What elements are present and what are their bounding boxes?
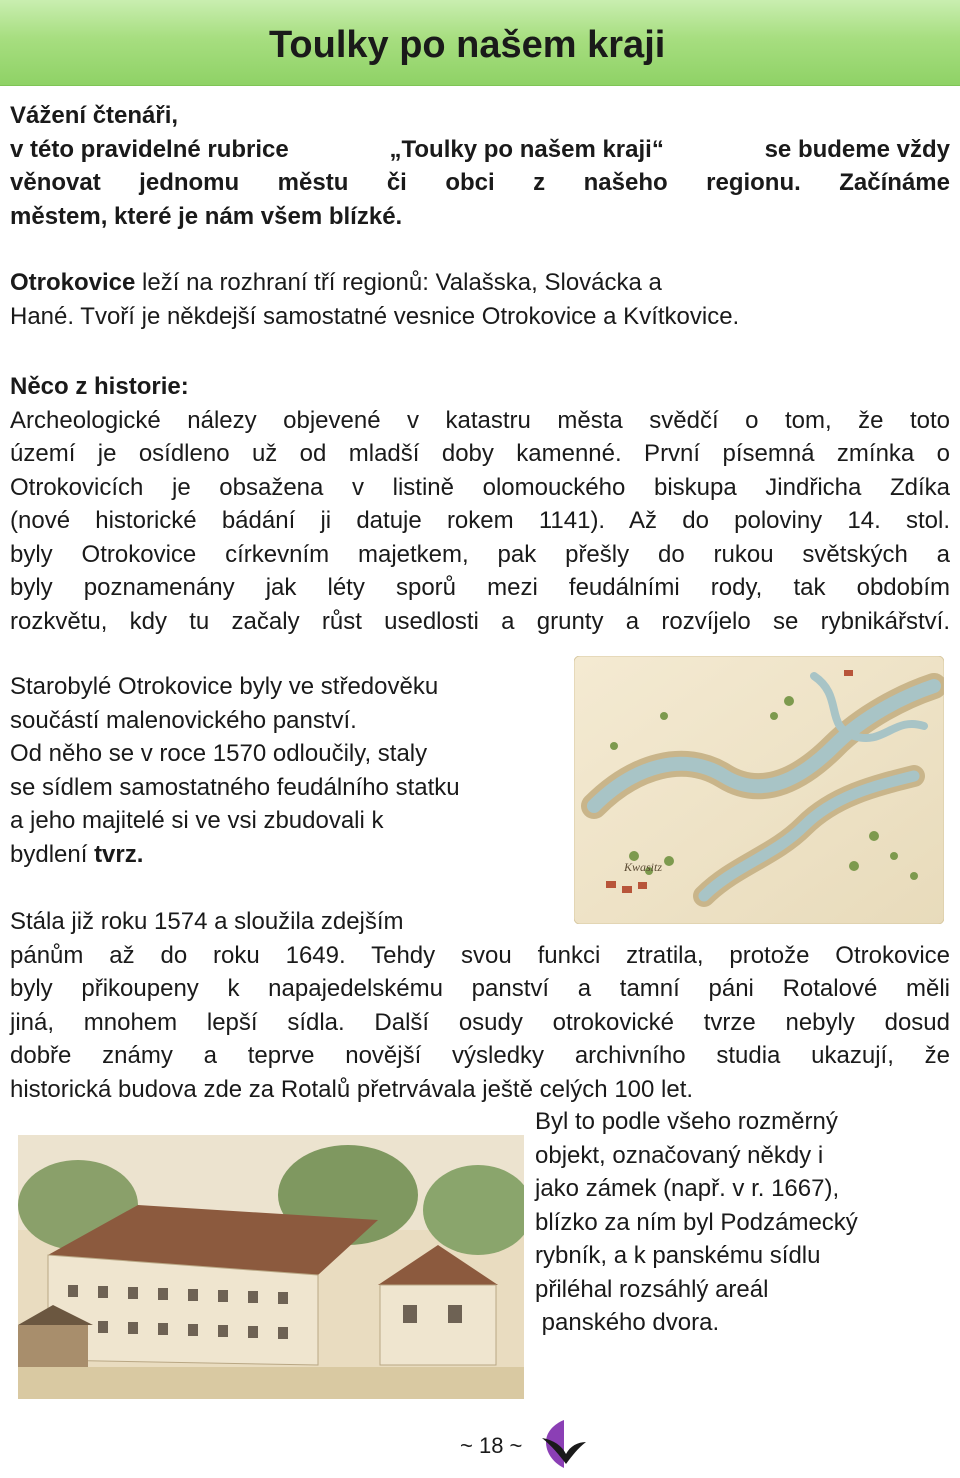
old-town-section xyxy=(10,670,560,871)
postcard-svg xyxy=(18,1135,524,1399)
fortress-line: pánům až do roku 1649. Tehdy svou funkci ztratila, protože Otrokovice xyxy=(10,941,950,969)
greeting: Vážení čtenáři, xyxy=(10,102,179,129)
town-name: Otrokovice xyxy=(10,269,136,296)
map-svg xyxy=(574,656,944,924)
intro-line-1a: v této pravidelné rubrice xyxy=(10,135,289,163)
location-section xyxy=(10,266,950,333)
intro-section xyxy=(10,99,950,233)
old-town-line: Starobylé Otrokovice byly ve středověku xyxy=(10,673,439,700)
fortress-line: dobře známy a teprve novější výsledky archivního studia ukazují, že xyxy=(10,1042,950,1069)
location-line-2: Hané. Tvoří je někdejší samostatné vesnice Otrokovice a Kvítkovice. xyxy=(10,302,740,330)
intro-line-3: městem, které je nám všem blízké. xyxy=(10,202,403,230)
historic-map-image xyxy=(574,656,944,924)
castle-line: panského dvora. xyxy=(535,1309,720,1336)
history-line: Otrokovicích je obsažena v listině olomouckého biskupa Jindřicha Zdíka xyxy=(10,473,950,501)
history-section xyxy=(10,370,950,638)
castle-line: objekt, označovaný někdy i xyxy=(535,1141,824,1169)
history-heading: Něco z historie: xyxy=(10,373,189,400)
location-line-1-rest: leží na rozhraní tří regionů: Valašska, Slovácka a xyxy=(135,269,662,296)
castle-line: přiléhal rozsáhlý areál xyxy=(535,1275,769,1303)
old-town-line: součástí malenovického panství. xyxy=(10,706,357,734)
intro-line-1b: se budeme vždy xyxy=(764,135,950,163)
history-line: byly Otrokovice církevním majetkem, pak přešly do rukou světských a xyxy=(10,540,950,568)
fortress-last-line: historická budova zde za Rotalů přetrvávala ještě celých 100 let. xyxy=(10,1075,694,1103)
old-town-line: Od něho se v roce 1570 odloučily, staly xyxy=(10,740,428,767)
fortress-section xyxy=(10,905,950,1106)
history-line: (nové historické bádání ji datuje rokem 1141). Až do poloviny 14. stol. xyxy=(10,507,950,534)
fortress-line-1: Stála již roku 1574 a sloužila zdejším xyxy=(10,908,404,935)
intro-line-2: věnovat jednomu městu či obci z našeho regionu. Začínáme xyxy=(10,169,950,196)
history-line: Archeologické nálezy objevené v katastru města svědčí o tom, že toto xyxy=(10,406,950,434)
castle-line: blízko za ním byl Podzámecký xyxy=(535,1208,858,1236)
intro-line-1 xyxy=(10,133,950,167)
castle-section xyxy=(535,1105,955,1340)
castle-line: jako zámek (např. v r. 1667), xyxy=(535,1175,840,1202)
castle-postcard-image xyxy=(18,1135,524,1399)
page-title: Toulky po našem kraji xyxy=(269,24,666,66)
location-line-1 xyxy=(10,266,950,300)
header-banner xyxy=(0,0,960,86)
castle-line: rybník, a k panskému sídlu xyxy=(535,1242,821,1269)
fortress-line: jiná, mnohem lepší sídla. Další osudy otrokovické tvrze nebyly dosud xyxy=(10,1008,950,1036)
map-label: Kwasitz xyxy=(624,860,663,874)
castle-line: Byl to podle všeho rozměrný xyxy=(535,1108,838,1135)
bird-logo-icon xyxy=(540,1418,588,1470)
history-line: rozkvětu, kdy tu začaly růst usedlosti a grunty a rozvíjelo se rybnikářství. xyxy=(10,607,950,635)
history-line: území je osídleno už od mladší doby kamenné. První písemná zmínka o xyxy=(10,440,950,467)
fortress-word: tvrz. xyxy=(94,840,144,868)
old-town-last-line xyxy=(10,838,560,872)
old-town-last-prefix: bydlení xyxy=(10,840,95,868)
rubric-name: „Toulky po našem kraji“ xyxy=(389,135,664,163)
old-town-line: se sídlem samostatného feudálního statku xyxy=(10,773,460,801)
history-line: byly poznamenány jak léty sporů mezi feudálními rody, tak obdobím xyxy=(10,574,950,601)
page-number: ~ 18 ~ xyxy=(460,1433,523,1458)
old-town-line: a jeho majitelé si ve vsi zbudovali k xyxy=(10,807,384,834)
fortress-line: byly přikoupeny k napajedelskému panství a tamní páni Rotalové měli xyxy=(10,975,950,1002)
